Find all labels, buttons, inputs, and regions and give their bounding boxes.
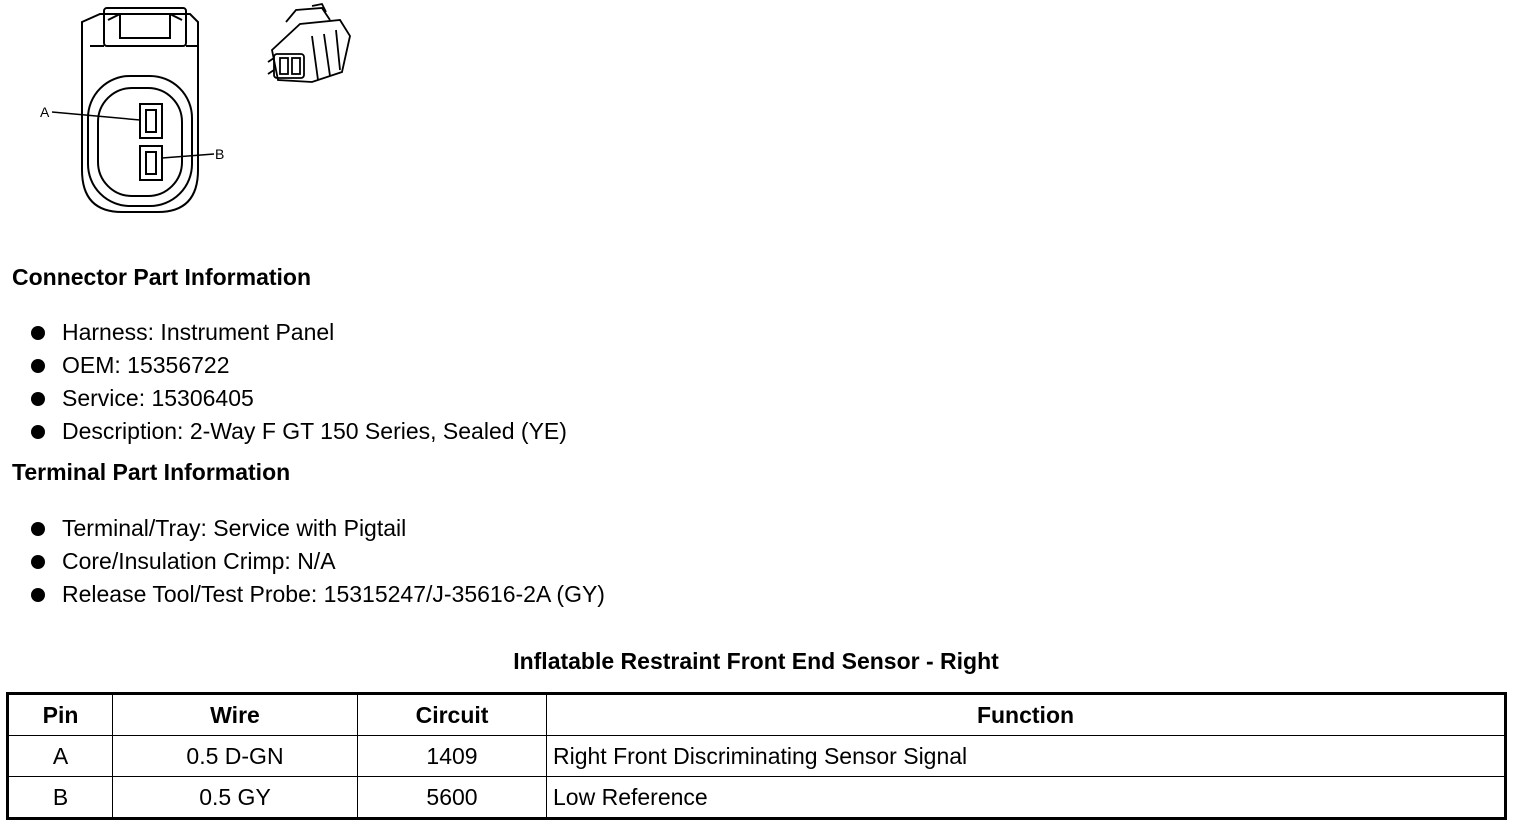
cell-wire: 0.5 D-GN xyxy=(113,736,358,777)
list-item xyxy=(28,349,567,382)
cell-circuit: 1409 xyxy=(358,736,547,777)
bullet-icon xyxy=(31,555,45,569)
list-item xyxy=(28,382,567,415)
connector-info-list xyxy=(28,316,567,448)
list-item xyxy=(28,578,605,611)
bullet-icon xyxy=(31,392,45,406)
terminal-info-list xyxy=(28,512,605,611)
oem-text: OEM: 15356722 xyxy=(62,352,230,378)
service-text: Service: 15306405 xyxy=(62,385,254,411)
cell-pin: A xyxy=(8,736,113,777)
description-text: Description: 2-Way F GT 150 Series, Sealed (YE) xyxy=(62,418,567,444)
bullet-icon xyxy=(31,359,45,373)
header-wire: Wire xyxy=(113,694,358,736)
list-item xyxy=(28,415,567,448)
header-function: Function xyxy=(547,694,1506,736)
cell-pin: B xyxy=(8,777,113,819)
connector-seal-outer xyxy=(88,76,192,206)
cell-circuit: 5600 xyxy=(358,777,547,819)
terminal-tray-text: Terminal/Tray: Service with Pigtail xyxy=(62,515,407,541)
pinout-table xyxy=(6,692,1507,820)
table-title: Inflatable Restraint Front End Sensor - Right xyxy=(513,648,999,674)
pin-b-label: B xyxy=(215,146,225,162)
cell-function: Low Reference xyxy=(547,777,1506,819)
list-item xyxy=(28,512,605,545)
pin-a-leader xyxy=(52,112,140,120)
harness-text: Harness: Instrument Panel xyxy=(62,319,335,345)
connector-part-heading: Connector Part Information xyxy=(12,264,312,290)
table-row xyxy=(8,777,1506,819)
bullet-icon xyxy=(31,588,45,602)
pin-b-leader xyxy=(162,154,214,158)
connector-diagram xyxy=(0,0,380,225)
pin-a-label: A xyxy=(40,104,50,120)
header-pin: Pin xyxy=(8,694,113,736)
cell-wire: 0.5 GY xyxy=(113,777,358,819)
list-item xyxy=(28,316,567,349)
bullet-icon xyxy=(31,326,45,340)
bullet-icon xyxy=(31,425,45,439)
list-item xyxy=(28,545,605,578)
terminal-part-heading: Terminal Part Information xyxy=(12,459,291,485)
header-circuit: Circuit xyxy=(358,694,547,736)
table-row xyxy=(8,736,1506,777)
bullet-icon xyxy=(31,522,45,536)
release-tool-text: Release Tool/Test Probe: 15315247/J-35616-2A (GY) xyxy=(62,581,605,607)
cell-function: Right Front Discriminating Sensor Signal xyxy=(547,736,1506,777)
crimp-text: Core/Insulation Crimp: N/A xyxy=(62,548,336,574)
table-header-row xyxy=(8,694,1506,736)
connector-3d-view xyxy=(268,4,350,82)
